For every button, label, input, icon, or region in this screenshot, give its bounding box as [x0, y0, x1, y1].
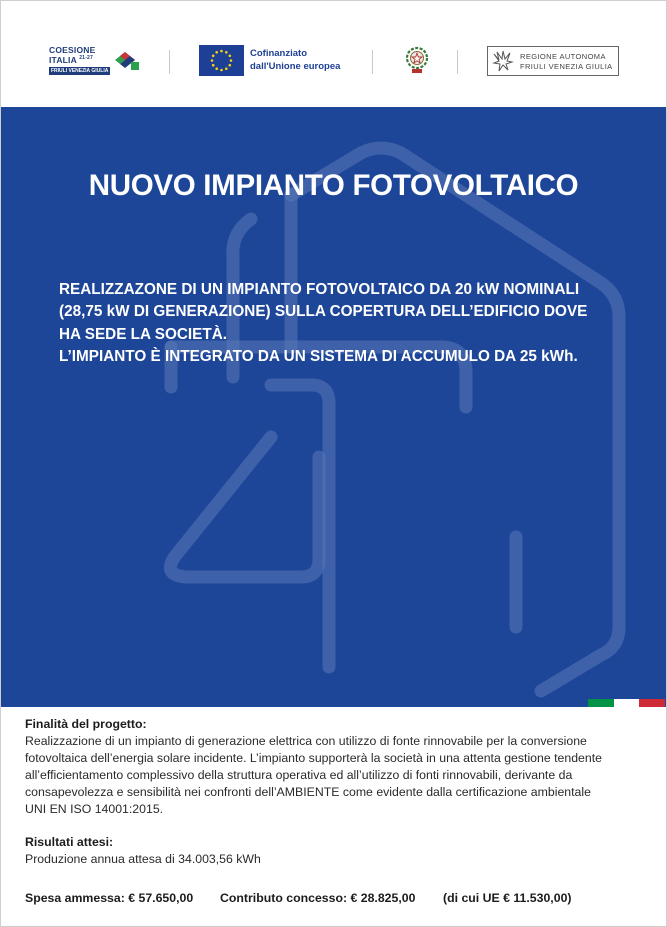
flag-red: [639, 699, 665, 707]
logo-divider: [372, 50, 373, 74]
hero-line: REALIZZAZONE DI UN IMPIANTO FOTOVOLTAICO DA 20 kW NOMINALI: [59, 281, 580, 298]
expense-amount: Spesa ammessa: € 57.650,00: [25, 891, 194, 905]
purpose-line: all’efficientamento complessivo della struttura operativa ed all’utilizzo di fonti rinnovabili, derivante da: [25, 767, 573, 782]
eu-share-amount: (di cui UE € 11.530,00): [443, 891, 572, 905]
coesione-years: 21-27: [79, 55, 93, 62]
contribution-amount: Contributo concesso: € 28.825,00: [220, 891, 416, 905]
regione-fvg-logo: [487, 46, 619, 76]
hero-title: NUOVO IMPIANTO FOTOVOLTAICO: [88, 169, 579, 202]
hero-line: L’IMPIANTO È INTEGRATO DA UN SISTEMA DI ACCUMULO DA 25 kWh.: [59, 347, 578, 365]
flag-green: [588, 699, 614, 707]
hero-panel: [1, 107, 666, 707]
coesione-line1: COESIONE: [49, 45, 96, 55]
results-text: Produzione annua attesa di 34.003,56 kWh: [25, 852, 261, 867]
coesione-italia-logo: [49, 45, 144, 77]
purpose-label: Finalità del progetto:: [25, 717, 147, 731]
logo-strip: [0, 0, 667, 107]
hero-line: HA SEDE LA SOCIETÀ.: [59, 325, 227, 343]
purpose-line: UNI EN ISO 14001:2015.: [25, 801, 164, 816]
logo-divider: [457, 50, 458, 74]
eu-cofinanced-text: Cofinanziato dall'Unione europea: [250, 48, 341, 72]
purpose-text: [25, 733, 650, 818]
project-info: [25, 716, 650, 868]
results-label: Risultati attesi:: [25, 835, 114, 850]
eagle-icon: [491, 50, 515, 72]
coesione-line2: ITALIA $^{21-27}$: [49, 55, 93, 65]
italian-republic-emblem-icon: [405, 45, 429, 75]
italian-flag-stripe: [588, 699, 665, 707]
purpose-line: consapevolezza e sensibilità nei confronti dell’AMBIENTE come evidente dalla certificazione ambientale: [25, 784, 591, 799]
eu-flag-icon: [199, 45, 244, 76]
coesione-region: FRIULI VENEZIA GIULIA: [51, 68, 109, 74]
hero-description: [59, 279, 619, 368]
logo-divider: [169, 50, 170, 74]
flag-white: [614, 699, 640, 707]
coesione-cube-icon: [111, 48, 141, 74]
regione-fvg-text: REGIONE AUTONOMA FRIULI VENEZIA GIULIA: [520, 52, 613, 71]
hero-line: (28,75 kW DI GENERAZIONE) SULLA COPERTURA DELL’EDIFICIO DOVE: [59, 303, 588, 321]
eu-cofinanced-logo: [199, 45, 349, 77]
purpose-line: fotovoltaica dell’energia solare incidente. L’impianto supporterà la società in una attenta gestione tendente: [25, 750, 602, 765]
purpose-line: Realizzazione di un impianto di generazione elettrica con utilizzo di fonte rinnovabile per la conversione: [25, 733, 587, 748]
